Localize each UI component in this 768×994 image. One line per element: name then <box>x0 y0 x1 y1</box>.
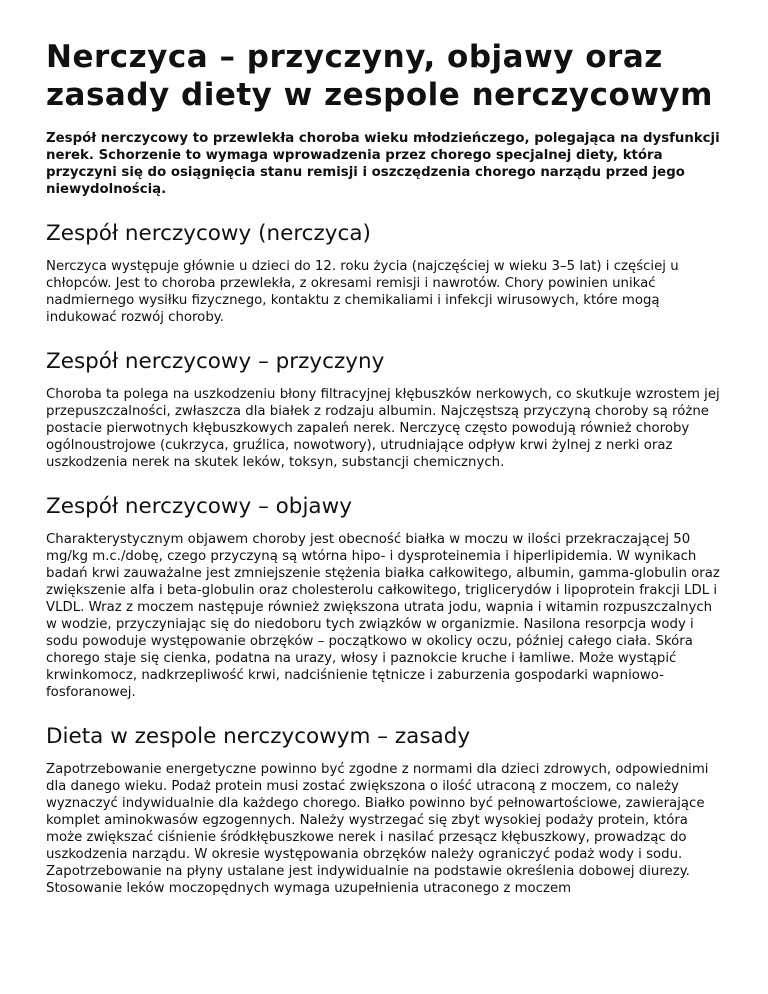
section-paragraph: Choroba ta polega na uszkodzeniu błony filtracyjnej kłębuszków nerkowych, co skutkuje wzrostem jej przepuszczalności, zwłaszcza dla białek z rodzaju albumin. Najczęstszą przyczyną choroby są różne postacie pierwotnych kłębuszkowych zapaleń nerek. Nerczycę często powodują również choroby ogólnoustrojowe (cukrzyca, gruźlica, nowotwory), utrudniające odpływ krwi żylnej z nerki oraz uszkodzenia nerek na skutek leków, toksyn, substancji chemicznych. <box>46 387 720 470</box>
section-heading: Zespół nerczycowy – objawy <box>46 494 352 519</box>
article-lead: Zespół nerczycowy to przewlekła choroba wieku młodzieńczego, polegająca na dysfunkcji nerek. Schorzenie to wymaga wprowadzenia przez chorego specjalnej diety, która przyczyni się do osiągnięcia stanu remisji i oszczędzenia chorego narządu przed jego niewydolnością. <box>46 131 720 197</box>
section-przyczyny <box>46 348 722 471</box>
section-paragraph: Zapotrzebowanie energetyczne powinno być zgodne z normami dla dzieci zdrowych, odpowiednimi dla danego wieku. Podaż protein musi zostać zwiększona o ilość utraconą z moczem, co należy wyznaczyć indywidualnie dla każdego chorego. Białko powinno być pełnowartościowe, zawierające komplet aminokwasów egzogennych. Należy wystrzegać się zbyt wysokiej podaży protein, która może zwiększać ciśnienie śródkłębuszkowe nerek i nasilać przesącz kłębuszkowy, prowadząc do uszkodzenia narządu. W okresie występowania obrzęków należy ograniczyć podaż wody i sodu. Zapotrzebowanie na płyny ustalane jest indywidualnie na podstawie określenia dobowej diurezy. Stosowanie leków moczopędnych wymaga uzupełnienia utraconego z moczem <box>46 762 709 896</box>
section-heading: Zespół nerczycowy (nerczyca) <box>46 221 371 246</box>
section-dieta <box>46 723 722 897</box>
section-paragraph: Nerczyca występuje głównie u dzieci do 12. roku życia (najczęściej w wieku 3–5 lat) i częściej u chłopców. Jest to choroba przewlekła, z okresami remisji i nawrotów. Chory powinien unikać nadmiernego wysiłku fizycznego, kontaktu z chemikaliami i infekcji wirusowych, które mogą indukować rozwój choroby. <box>46 259 679 325</box>
section-paragraph: Charakterystycznym objawem choroby jest obecność białka w moczu w ilości przekraczającej 50 mg/kg m.c./dobę, czego przyczyną są wtórna hipo- i dysproteinemia i hiperlipidemia. W wynikach badań krwi zauważalne jest zmniejszenie stężenia białka całkowitego, albumin, gamma-globulin oraz zwiększenie alfa i beta-globulin oraz cholesterolu całkowitego, triglicerydów i lipoprotein frakcji LDL i VLDL. Wraz z moczem następuje również zwiększona utrata jodu, wapnia i witamin rozpuszczalnych w wodzie, przyczyniając się do niedoboru tych związków w organizmie. Nasilona resorpcja wody i sodu powoduje występowanie obrzęków – początkowo w okolicy oczu, później całego ciała. Skóra chorego staje się cienka, podatna na urazy, włosy i paznokcie kruche i łamliwe. Może wystąpić krwinkomocz, nadkrzepliwość krwi, nadciśnienie tętnicze i zaburzenia gospodarki wapniowo-fosforanowej. <box>46 532 720 700</box>
section-objawy <box>46 493 722 701</box>
section-heading: Zespół nerczycowy – przyczyny <box>46 349 385 374</box>
article-title: Nerczyca – przyczyny, objawy oraz zasady diety w zespole nerczycowym <box>46 39 713 113</box>
section-heading: Dieta w zespole nerczycowym – zasady <box>46 724 471 749</box>
section-nerczyca <box>46 220 722 326</box>
